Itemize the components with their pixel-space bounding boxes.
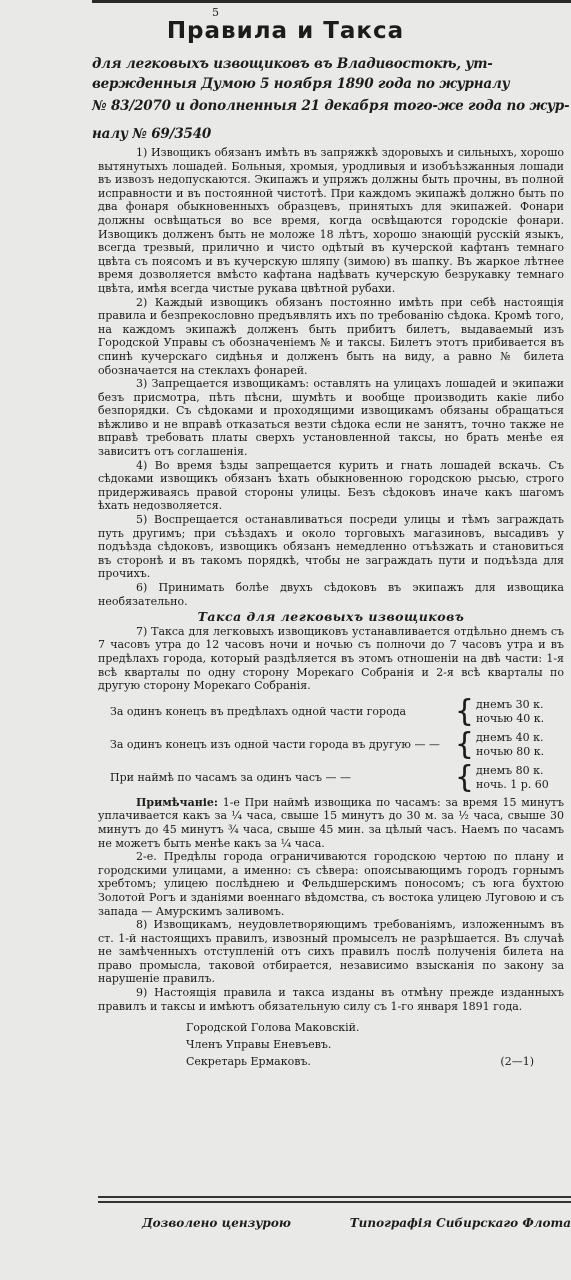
tariff-heading: Такса для легковыхъ извощиковъ bbox=[197, 609, 465, 625]
paragraph-9: 9) Настоящія правила и такса изданы въ отмѣну прежде изданныхъ правилъ и таксы и имѣютъ обязательную силу съ 1-го января 1891 года. bbox=[98, 986, 564, 1013]
bottom-rule bbox=[98, 1196, 571, 1198]
printer-note: Типографія Сибирскаго Флота bbox=[349, 1216, 571, 1230]
footer bbox=[142, 1216, 571, 1230]
paragraph-1: 1) Извощикъ обязанъ имѣть въ запряжкѣ здоровыхъ и сильныхъ, хорошо вытянутыхъ лошадей. Больныя, хромыя, уродливыя и изобъѣзжанныя лошади въ извозъ недопускаются. Экипажъ и упряжъ должны быть прочны, въ полной исправности и въ постоянной чистотѣ. При каждомъ экипажѣ должно быть по два фонаря обыкновенныхъ образцевъ, принятыхъ для экипажей. Фонари должны освѣщаться во все время, когда освѣщаются городскіе фонари. Извощикъ долженъ быть не моложе 18 лѣтъ, хорошо знающій русскій языкъ, всегда трезвый, прилично и чисто одѣтый въ кучерской кафтанъ темнаго цвѣта съ поясомъ и въ кучерскую шляпу (зимою) въ шапку. Въ жаркое лѣтнее время дозволяется вмѣсто кафтана надѣвать кучерскую безрукавку темнаго цвѣта, имѣя всегда чистые рукава цвѣтной рубахи. bbox=[98, 146, 564, 295]
fare-desc: При наймѣ по часамъ за одинъ часъ — — bbox=[110, 771, 352, 785]
note-2: 2-е. Предѣлы города ограничиваются городскою чертою по плану и городскими улицами, а именно: съ сѣвера: опоясывающимъ городъ горнымъ хребтомъ; улицею послѣднею и Фельдшерскимъ поносомъ; съ юга бухтою Золотой Рогъ и зданіями военнаго вѣдомства, съ востока улицею Луговою и съ запада — Амурскимъ заливомъ. bbox=[98, 850, 564, 918]
fare-day: днемъ 80 к. bbox=[476, 763, 544, 777]
fare-desc: За одинъ конецъ въ предѣлахъ одной части города bbox=[110, 705, 407, 719]
paragraph-5: 5) Воспрещается останавливаться посреди улицы и тѣмъ заграждать путь другимъ; при съѣздахъ и около торговыхъ магазиновъ, высадивъ у подъѣзда сѣдоковъ, извощикъ обязанъ немедленно отъѣзжать и становиться въ сторонѣ и въ такомъ порядкѣ, чтобы не заграждать пути и подъѣзда для прочихъ. bbox=[98, 513, 564, 581]
note-1 bbox=[98, 796, 564, 850]
fare-night: ночью 40 к. bbox=[476, 711, 545, 725]
fare-row bbox=[98, 726, 564, 762]
brace-icon: { bbox=[454, 726, 474, 762]
bottom-rule bbox=[98, 1201, 571, 1203]
fare-row bbox=[98, 693, 564, 729]
fare-night: ночь. 1 р. 60 bbox=[476, 777, 549, 791]
top-rule bbox=[92, 0, 571, 3]
paragraph-8: 8) Извощикамъ, неудовлетворяющимъ требованіямъ, изложеннымъ въ ст. 1-й настоящихъ правилъ, извозный промыселъ не разрѣшается. Въ случаѣ не замѣченныхъ отступленій отъ сихъ правилъ послѣ полученія билета на право промысла, таковой отбирается, независимо взысканія по закону за нарушеніе правилъ. bbox=[98, 918, 564, 986]
page-title: Правила и Такса bbox=[166, 18, 405, 44]
note-text: 1-е При наймѣ извощика по часамъ: за время 15 минутъ уплачивается какъ за ¼ часа, свыше 15 минутъ до 30 м. за ½ часа, свыше 30 минутъ до 45 минутъ ¾ часа, свыше 45 мин. за цѣлый часъ. Наемъ по часамъ не можетъ быть менѣе какъ за ¼ часа. bbox=[98, 795, 565, 850]
paragraph-2: 2) Каждый извощикъ обязанъ постоянно имѣть при себѣ настоящія правила и безпрекословно предъявлять ихъ по требованію сѣдока. Кромѣ того, на каждомъ экипажѣ долженъ быть прибитъ билетъ, выдаваемый изъ Городской Управы съ обозначеніемъ № и таксы. Билетъ этотъ прибивается въ спинѣ кучерскаго сидѣнья и долженъ быть на виду, а равно № билета обозначается на стеклахъ фонарей. bbox=[98, 295, 564, 377]
signature-mayor: Городской Голова Маковскій. bbox=[186, 1021, 360, 1035]
issue-mark: (2—1) bbox=[500, 1055, 534, 1069]
issue-number: 5 bbox=[212, 6, 219, 19]
paragraph-7: 7) Такса для легковыхъ извощиковъ устанавливается отдѣльно днемъ съ 7 часовъ утра до 12 часовъ ночи и ночью съ полночи до 7 часовъ утра и въ предѣлахъ города, который раздѣляется въ этомъ отношеніи на двѣ части: 1-я всѣ кварталы по одну сторону Морекаго Собранія и 2-я всѣ кварталы по другую сторону Морекаго Собранія. bbox=[98, 624, 564, 693]
signatures bbox=[98, 1019, 564, 1070]
brace-icon: { bbox=[454, 759, 474, 795]
brace-icon: { bbox=[454, 693, 474, 729]
fare-desc: За одинъ конецъ изъ одной части города въ другую — — bbox=[110, 738, 440, 752]
fare-day: днемъ 30 к. bbox=[476, 697, 544, 711]
subtitle-line: № 83/2070 и дополненныя 21 декабря того-же года по жур- bbox=[92, 98, 570, 114]
signature-secretary: Секретарь Ермаковъ. bbox=[186, 1055, 311, 1069]
paragraph-6: 6) Принимать болѣе двухъ сѣдоковъ въ экипажъ для извощика необязательно. bbox=[98, 581, 564, 608]
fare-night: ночью 80 к. bbox=[476, 744, 545, 758]
fare-row bbox=[98, 759, 564, 795]
subtitle-line: вержденныя Думою 5 ноября 1890 года по журналу bbox=[92, 76, 510, 92]
paragraph-3: 3) Запрещается извощикамъ: оставлять на улицахъ лошадей и экипажи безъ присмотра, пѣть пѣсни, шумѣть и вообще производить какіе либо безпорядки. Съ сѣдоками и проходящими извощикамъ обязаны обращаться вѣжливо и не вправѣ отказаться везти сѣдока если не занятъ, точно также не вправѣ требовать платы сверхъ установленной таксы, но брать менѣе ея зависитъ отъ соглашенія. bbox=[98, 377, 564, 459]
fare-day: днемъ 40 к. bbox=[476, 730, 544, 744]
rules-body bbox=[98, 146, 564, 1070]
signature-member: Членъ Управы Еневъевъ. bbox=[186, 1038, 332, 1052]
subtitle-line: для легковыхъ извощиковъ въ Владивостокѣ, ут- bbox=[92, 56, 493, 72]
note-label: Примѣчаніе: bbox=[136, 795, 218, 809]
censor-note: Дозволено цензурою bbox=[142, 1216, 291, 1230]
subtitle-line: налу № 69/3540 bbox=[92, 126, 212, 142]
paragraph-4: 4) Во время ѣзды запрещается курить и гнать лошадей вскачь. Съ сѣдоками извощикъ обязанъ ѣхать обыкновенною городскою рысью, строго придерживаясь правой стороны улицы. Безъ сѣдоковъ иначе какъ шагомъ ѣхать недозволяется. bbox=[98, 458, 564, 513]
